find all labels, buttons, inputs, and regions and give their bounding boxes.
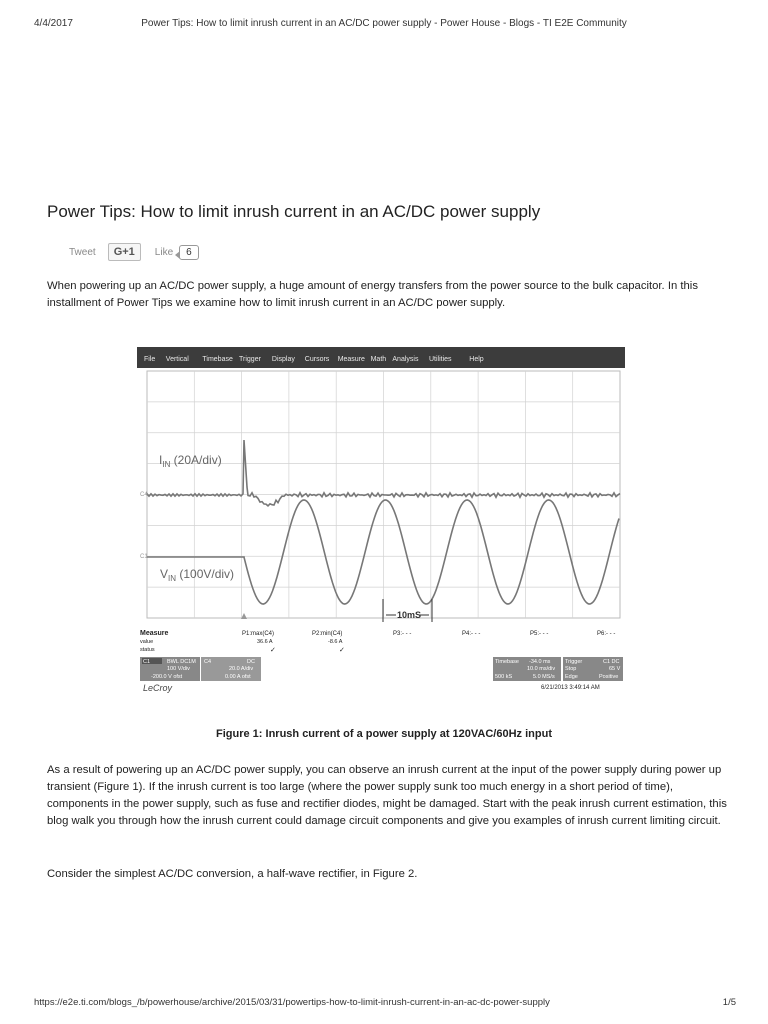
print-page-title: Power Tips: How to limit inrush current in an AC/DC power supply - Power House - Blogs - TI E2E Community — [141, 18, 627, 29]
scope-menu-item: Math — [370, 356, 387, 363]
measure-row-status: status — [140, 647, 155, 653]
c1-tag: BWL DC1M — [167, 659, 196, 665]
c1-label: C1 — [143, 659, 151, 665]
scope-menu-item: Measure — [337, 356, 365, 363]
value-p1: 36.6 A — [257, 639, 273, 645]
c1-marker: C1 — [140, 554, 148, 560]
param-p6: P6:- - - — [597, 631, 616, 637]
scope-menu-item: Help — [469, 356, 484, 363]
timebase-delay: -34.0 ms — [529, 659, 551, 665]
scope-menu-item: File — [144, 356, 156, 363]
c4-scale: 20.0 A/div — [229, 666, 254, 672]
trigger-label: Trigger — [565, 659, 583, 665]
like-button[interactable]: Like — [154, 246, 174, 258]
like-count: 6 — [179, 245, 199, 260]
scope-menu-item: Utilities — [429, 356, 452, 363]
param-p3: P3:- - - — [393, 631, 412, 637]
page-number: 1/5 — [722, 997, 736, 1008]
social-bar — [69, 241, 199, 263]
print-url: https://e2e.ti.com/blogs_/b/powerhouse/archive/2015/03/31/powertips-how-to-limit-inrush-current-in-an-ac-dc-power-supply — [34, 997, 550, 1008]
param-p2: P2:min(C4) — [312, 631, 343, 637]
iin-label: $I_{IN}$ (20A/div) — [159, 453, 222, 469]
status-p2: ✓ — [339, 647, 345, 654]
print-date: 4/4/2017 — [34, 18, 73, 29]
scope-menu-item: Cursors — [304, 356, 330, 363]
param-p1: P1:max(C4) — [242, 631, 275, 637]
c1-offset: -200.0 V ofst — [151, 674, 183, 680]
c4-offset: 0.00 A ofst — [225, 674, 251, 680]
lecroy-logo: LeCroy — [143, 683, 173, 693]
trigger-slope: Positive — [599, 674, 619, 680]
time-marker-label: 10mS — [397, 610, 422, 620]
param-p5: P5:- - - — [530, 631, 549, 637]
scope-menu-item: Trigger — [239, 356, 261, 363]
timebase-trigger-box — [493, 657, 623, 681]
param-p4: P4:- - - — [462, 631, 481, 637]
timebase-rate: 5.0 MS/s — [533, 674, 555, 680]
body-paragraph-2: Consider the simplest AC/DC conversion, a half-wave rectifier, in Figure 2. — [47, 868, 418, 880]
scope-menu-item: Vertical — [165, 356, 189, 363]
value-p2: -8.6 A — [328, 639, 343, 645]
vin-label: $V_{IN}$ (100V/div) — [160, 567, 235, 583]
tweet-button[interactable]: Tweet — [69, 246, 96, 258]
c4-marker: C4 — [140, 492, 148, 498]
trigger-type: Edge — [565, 674, 578, 680]
measure-row-value: value — [140, 639, 154, 645]
timebase-label: Timebase — [495, 659, 519, 665]
status-p1: ✓ — [270, 647, 276, 654]
intro-paragraph: When powering up an AC/DC power supply, a huge amount of energy transfers from the power source to the bulk capacitor. In this installment of Power Tips we examine how to limit inrush current in an AC/DC power supply. — [47, 280, 698, 309]
timebase-samples: 500 kS — [495, 674, 513, 680]
c4-tag: DC — [247, 659, 255, 665]
article-title: Power Tips: How to limit inrush current in an AC/DC power supply — [47, 202, 541, 221]
scope-menu-item: Analysis — [392, 356, 419, 363]
scope-datetime: 6/21/2013 3:49:14 AM — [541, 685, 600, 691]
scope-menu-item: Display — [271, 356, 295, 363]
gplus-button[interactable]: G+1 — [108, 243, 141, 261]
trigger-mode: Stop — [565, 666, 577, 672]
figure-caption: Figure 1: Inrush current of a power supply at 120VAC/60Hz input — [216, 728, 552, 740]
scope-menu-item: Timebase — [202, 356, 233, 363]
c1-scale: 100 V/div — [167, 666, 190, 672]
trigger-tag: C1 DC — [603, 659, 620, 665]
trigger-level: 65 V — [609, 666, 621, 672]
measure-heading: Measure — [140, 630, 169, 637]
oscilloscope-figure — [137, 347, 625, 695]
c4-label: C4 — [204, 659, 212, 665]
body-paragraph: As a result of powering up an AC/DC power supply, you can observe an inrush current at the input of the power supply during power up transient (Figure 1). If the inrush current is too large (where the power supply sunk too much energy in a short period of time), components in the power supply, such as fuse and rectifier diodes, might be damaged. Start with the peak inrush current estimation, this blog walk you through how the inrush current could damage circuit components and give you examples of inrush current limiting circuit. — [47, 764, 727, 827]
timebase-per-div: 10.0 ms/div — [527, 666, 556, 672]
